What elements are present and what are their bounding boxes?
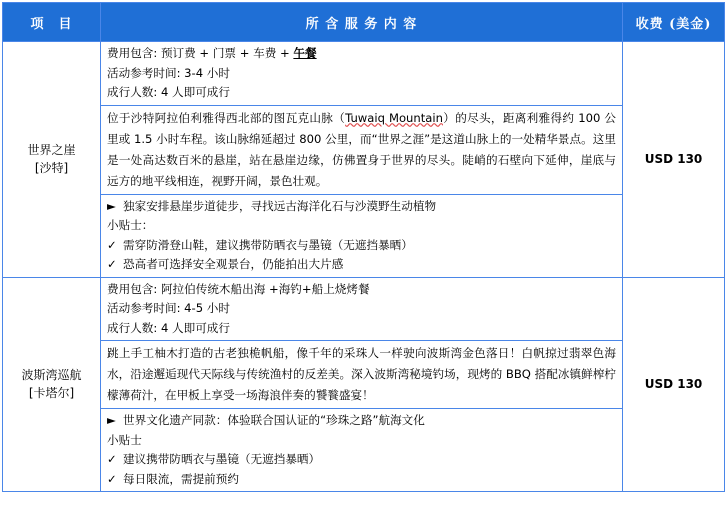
header-item: 项 目	[3, 3, 101, 42]
description-block: 跳上手工柚木打造的古老独桅帆船，像千年的采珠人一样驶向波斯湾金色落日！白帆掠过翡翠色海水，沿途邂逅现代天际线与传统渔村的反差美。深入波斯湾秘境钓场，现烤的 BBQ 搭配冰镇鲜榨柠檬薄荷汁，在甲板上享受一场海浪伴奏的饕餮盛宴！	[101, 341, 622, 409]
tip-text: 恐高者可选择安全观景台，仍能拍出大片感	[123, 257, 344, 271]
fee-info-block	[101, 278, 622, 342]
group-size: 成行人数: 4 人即可成行	[107, 320, 230, 335]
fee-cell: USD 130	[623, 42, 725, 278]
highlight-line	[107, 411, 616, 431]
tip-item	[107, 450, 616, 470]
tip-text: 每日限流，需提前预约	[123, 471, 239, 486]
highlight-line	[107, 197, 616, 217]
description-block	[101, 106, 622, 195]
fee-includes	[107, 280, 616, 300]
tips-label: 小贴士：	[107, 218, 154, 232]
check-icon: ✓	[107, 471, 117, 486]
item-location: [沙特]	[34, 161, 69, 176]
description-english: Tuwaiq Mountain	[345, 110, 443, 125]
fee-includes-highlight: 午餐	[293, 46, 317, 60]
item-cell	[3, 277, 101, 492]
item-name: 波斯湾巡航	[21, 368, 82, 383]
highlight-text: 独家安排悬崖步道徒步，寻找远古海洋化石与沙漠野生动植物	[123, 198, 437, 213]
content-cell	[101, 42, 623, 278]
item-cell	[3, 42, 101, 278]
table-row	[3, 277, 725, 492]
check-icon: ✓	[107, 237, 117, 252]
activity-time: 活动参考时间: 4-5 小时	[107, 301, 230, 315]
fee-includes	[107, 44, 616, 64]
tip-text: 建议携带防晒衣与墨镜（无遮挡暴晒）	[123, 452, 321, 466]
item-name: 世界之崖	[27, 143, 76, 158]
fee-info-block	[101, 42, 622, 106]
description-text-rest: ）的尽头，距离利雅得约 100 公里或 1.5 小时车程。该山脉绵延超过 800 公里，而“世界之涯”是这道山脉上的一处精华景点。这里是一处高达数百米的悬崖，站在悬崖边缘，仿佛置身于世界的尽头。陡峭的石壁向下延伸，崖底与远方的地平线相连，视野开阔，景色壮观。	[107, 110, 616, 188]
group-size: 成行人数: 4 人即可成行	[107, 85, 230, 99]
tips-block	[101, 195, 622, 277]
header-row	[3, 3, 725, 42]
services-table	[2, 2, 725, 492]
check-icon: ✓	[107, 257, 117, 271]
tip-item	[107, 255, 616, 275]
triangle-right-icon: ►	[107, 413, 116, 427]
tip-text: 需穿防滑登山鞋，建议携带防晒衣与墨镜（无遮挡暴晒）	[123, 237, 413, 252]
header-content: 所 含 服 务 内 容	[101, 3, 623, 42]
tip-item	[107, 236, 616, 256]
header-fee: 收费 (美金)	[623, 3, 725, 42]
check-icon: ✓	[107, 452, 117, 466]
tips-label: 小贴士	[107, 432, 142, 447]
tip-item	[107, 470, 616, 490]
fee-cell: USD 130	[623, 277, 725, 492]
description-text: 位于沙特阿拉伯利雅得西北部的图瓦克山脉（	[107, 110, 346, 125]
table-row	[3, 42, 725, 278]
tips-block	[101, 409, 622, 491]
fee-includes-text: 费用包含: 预订费 + 门票 + 车费 +	[107, 46, 294, 60]
fee-includes-text: 费用包含: 阿拉伯传统木船出海 +海钓+船上烧烤餐	[107, 281, 370, 296]
triangle-right-icon: ►	[107, 198, 116, 213]
activity-time: 活动参考时间: 3-4 小时	[107, 65, 230, 80]
content-cell	[101, 277, 623, 492]
item-location: [卡塔尔]	[28, 386, 75, 401]
highlight-text: 世界文化遗产同款：体验联合国认证的“珍珠之路”航海文化	[123, 413, 425, 427]
